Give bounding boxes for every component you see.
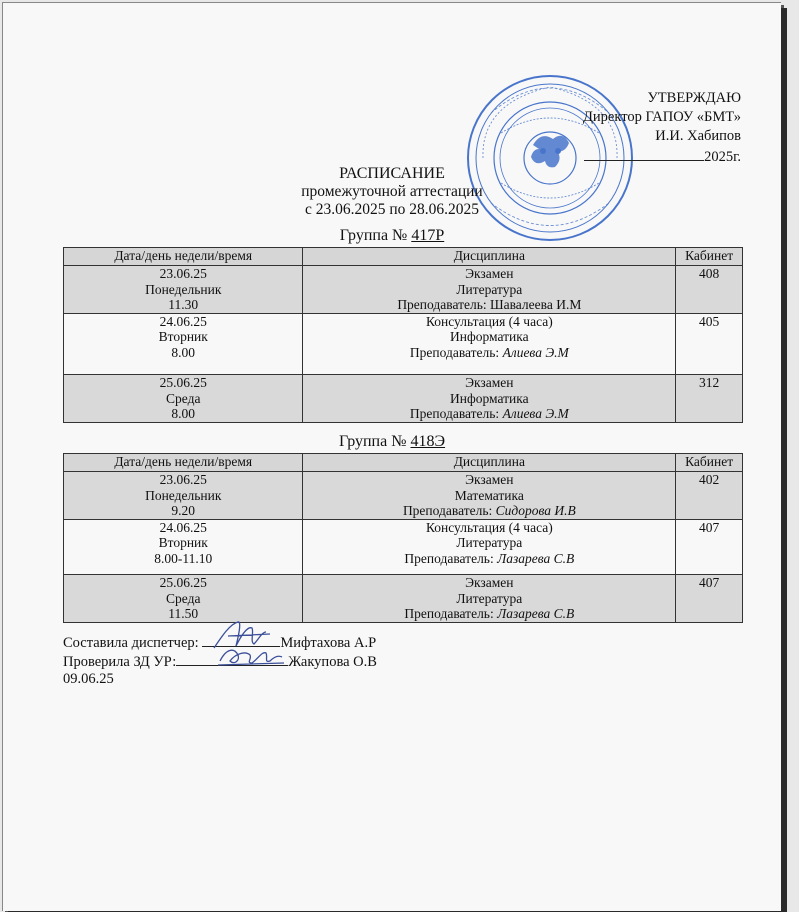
room-cell: 408	[676, 266, 743, 314]
row-day: Среда	[166, 590, 201, 606]
row-day: Среда	[166, 390, 201, 406]
row-type: Консультация (4 часа)	[425, 313, 553, 329]
discipline-cell	[303, 375, 676, 423]
document-subtitle: промежуточной аттестации	[301, 183, 483, 200]
checked-signature-blank	[176, 653, 288, 666]
column-header-discipline: Дисциплина	[303, 454, 676, 472]
row-subject: Информатика	[450, 390, 529, 406]
row-date: 25.06.25	[159, 575, 207, 590]
row-time: 8.00-11.10	[154, 550, 213, 566]
row-teacher-line	[307, 345, 671, 361]
row-date: 23.06.25	[159, 266, 207, 281]
room-cell: 312	[676, 375, 743, 423]
row-day: Понедельник	[145, 281, 222, 297]
teacher-label: Преподаватель:	[404, 550, 498, 566]
checked-label: Проверила ЗД УР:	[63, 653, 177, 670]
table-row	[64, 313, 743, 375]
document-period: с 23.06.2025 по 28.06.2025	[304, 201, 480, 218]
room-cell: 405	[676, 313, 743, 375]
row-spacer	[307, 566, 671, 574]
date-cell	[64, 375, 303, 423]
approval-position: Директор ГАПОУ «БМТ»	[583, 109, 741, 125]
row-day: Вторник	[158, 535, 208, 550]
handwritten-signature	[216, 641, 288, 669]
row-teacher-line	[307, 297, 671, 313]
row-time: 9.20	[171, 503, 196, 518]
row-time: 8.00	[171, 406, 196, 421]
row-time: 8.00	[171, 344, 196, 360]
approval-heading: УТВЕРЖДАЮ	[647, 90, 741, 106]
teacher-name: Лазарева С.В	[497, 606, 575, 621]
checked-line	[63, 653, 377, 672]
row-teacher-line	[307, 606, 671, 622]
schedule-table	[63, 453, 743, 623]
date-cell	[64, 575, 303, 623]
group-prefix: Группа №	[338, 433, 411, 450]
row-type: Экзамен	[465, 375, 514, 390]
row-type: Экзамен	[465, 266, 514, 281]
column-header-discipline: Дисциплина	[303, 248, 676, 266]
discipline-cell	[303, 472, 676, 520]
table-row	[64, 375, 743, 423]
document-title: РАСПИСАНИЕ	[339, 165, 445, 182]
teacher-label: Преподаватель:	[397, 297, 490, 312]
row-date: 23.06.25	[159, 472, 207, 487]
row-teacher-line	[307, 406, 671, 422]
date-cell	[64, 472, 303, 520]
row-date: 25.06.25	[159, 375, 207, 390]
row-type: Экзамен	[465, 575, 514, 590]
signature-footer	[63, 634, 377, 689]
group-title	[3, 227, 781, 245]
teacher-label: Преподаватель:	[409, 406, 503, 421]
group-code: 417Р	[411, 227, 445, 244]
group-prefix: Группа №	[339, 227, 412, 244]
checked-name: Жакупова О.В	[288, 653, 377, 670]
document-title-block	[3, 165, 781, 219]
teacher-name: Лазарева С.В	[497, 550, 575, 566]
teacher-label: Преподаватель:	[409, 344, 503, 360]
discipline-cell	[303, 313, 676, 375]
row-day: Вторник	[158, 329, 208, 344]
row-day: Понедельник	[145, 487, 222, 503]
table-row	[64, 575, 743, 623]
row-date: 24.06.25	[159, 313, 207, 329]
teacher-name: Алиева Э.М	[502, 406, 569, 421]
discipline-cell	[303, 575, 676, 623]
column-header-room: Кабинет	[676, 248, 743, 266]
row-subject: Литература	[456, 535, 523, 550]
composed-name: Мифтахова А.Р	[280, 635, 377, 651]
group-title	[3, 433, 781, 451]
row-type: Экзамен	[465, 472, 514, 487]
approval-blank-line	[584, 146, 704, 161]
approval-date-line	[491, 146, 741, 167]
date-cell	[64, 313, 303, 375]
schedule-table	[63, 247, 743, 423]
column-header-date: Дата/день недели/время	[64, 248, 303, 266]
row-teacher-line	[307, 551, 671, 567]
discipline-cell	[303, 519, 676, 575]
table-row	[64, 266, 743, 314]
table-row	[64, 519, 743, 575]
approval-name: И.И. Хабипов	[655, 128, 741, 144]
column-header-date: Дата/день недели/время	[64, 454, 303, 472]
row-spacer	[307, 360, 671, 374]
table-row	[64, 472, 743, 520]
room-cell: 407	[676, 575, 743, 623]
row-subject: Математика	[454, 487, 524, 503]
row-type: Консультация (4 часа)	[425, 519, 553, 535]
teacher-name: Сидорова И.В	[495, 503, 576, 518]
footer-date: 09.06.25	[63, 671, 114, 687]
group-code: 418Э	[410, 433, 446, 450]
approval-year: 2025г.	[704, 149, 741, 165]
row-subject: Информатика	[450, 329, 529, 344]
row-time: 11.30	[168, 297, 199, 312]
date-cell	[64, 266, 303, 314]
composed-label: Составила диспетчер:	[63, 635, 199, 651]
date-cell	[64, 519, 303, 575]
teacher-name: Алиева Э.М	[502, 344, 569, 360]
row-time: 11.50	[168, 606, 199, 621]
room-cell: 407	[676, 519, 743, 575]
teacher-label: Преподаватель:	[402, 503, 496, 518]
row-date: 24.06.25	[159, 519, 207, 535]
discipline-cell	[303, 266, 676, 314]
column-header-room: Кабинет	[676, 454, 743, 472]
teacher-label: Преподаватель:	[404, 606, 498, 621]
row-teacher-line	[307, 503, 671, 519]
row-subject: Литература	[456, 281, 523, 297]
row-subject: Литература	[456, 590, 523, 606]
approval-block	[491, 89, 741, 167]
room-cell: 402	[676, 472, 743, 520]
document-page	[2, 2, 781, 911]
teacher-name: Шавалеева И.М	[490, 297, 582, 312]
